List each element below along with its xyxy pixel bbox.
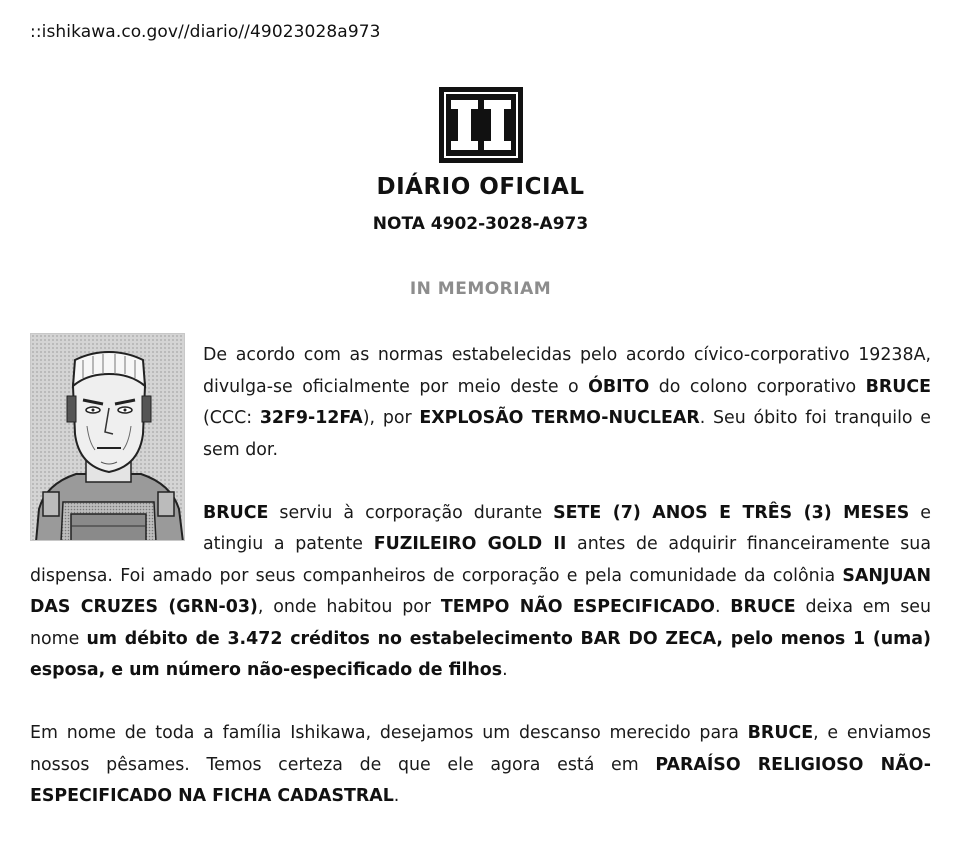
obituary-body <box>30 340 931 813</box>
section-heading: IN MEMORIAM <box>409 279 552 299</box>
document-url[interactable]: ::ishikawa.co.gov//diario//49023028a973 <box>30 22 381 42</box>
paragraph-service-record: BRUCE serviu à corporação durante SETE (7) ANOS E TRÊS (3) MESES e atingiu a patente FUZILEIRO GOLD II antes de adquirir financeiramente sua dispensa. Foi amado por seus companheiros de corporação e pela comunidade da colônia SANJUAN DAS CRUZES (GRN-03), onde habitou por TEMPO NÃO ESPECIFICADO. BRUCE deixa em seu nome um débito de 3.472 créditos no estabelecimento BAR DO ZECA, pelo menos 1 (uma) esposa, e um número não-especificado de filhos. <box>30 502 932 680</box>
paragraph-condolences: Em nome de toda a família Ishikawa, desejamos um descanso merecido para BRUCE, e enviamos nossos pêsames. Temos certeza de que ele agora está em PARAÍSO RELIGIOSO NÃO-ESPECIFICADO NA FICHA CADASTRAL. <box>30 723 931 806</box>
page-title: DIÁRIO OFICIAL <box>376 174 585 200</box>
paragraph-death-notice: De acordo com as normas estabelecidas pelo acordo cívico-corporativo 19238A, divulga-se oficialmente por meio deste o ÓBITO do colono corporativo BRUCE (CCC: 32F9-12FA), por EXPLOSÃO TERMO-NUCLEAR. Seu óbito foi tranquilo e sem dor. <box>203 345 932 460</box>
soldier-portrait <box>30 333 185 541</box>
roman-numeral-two-logo <box>439 87 523 163</box>
note-number: NOTA 4902-3028-A973 <box>372 214 589 234</box>
